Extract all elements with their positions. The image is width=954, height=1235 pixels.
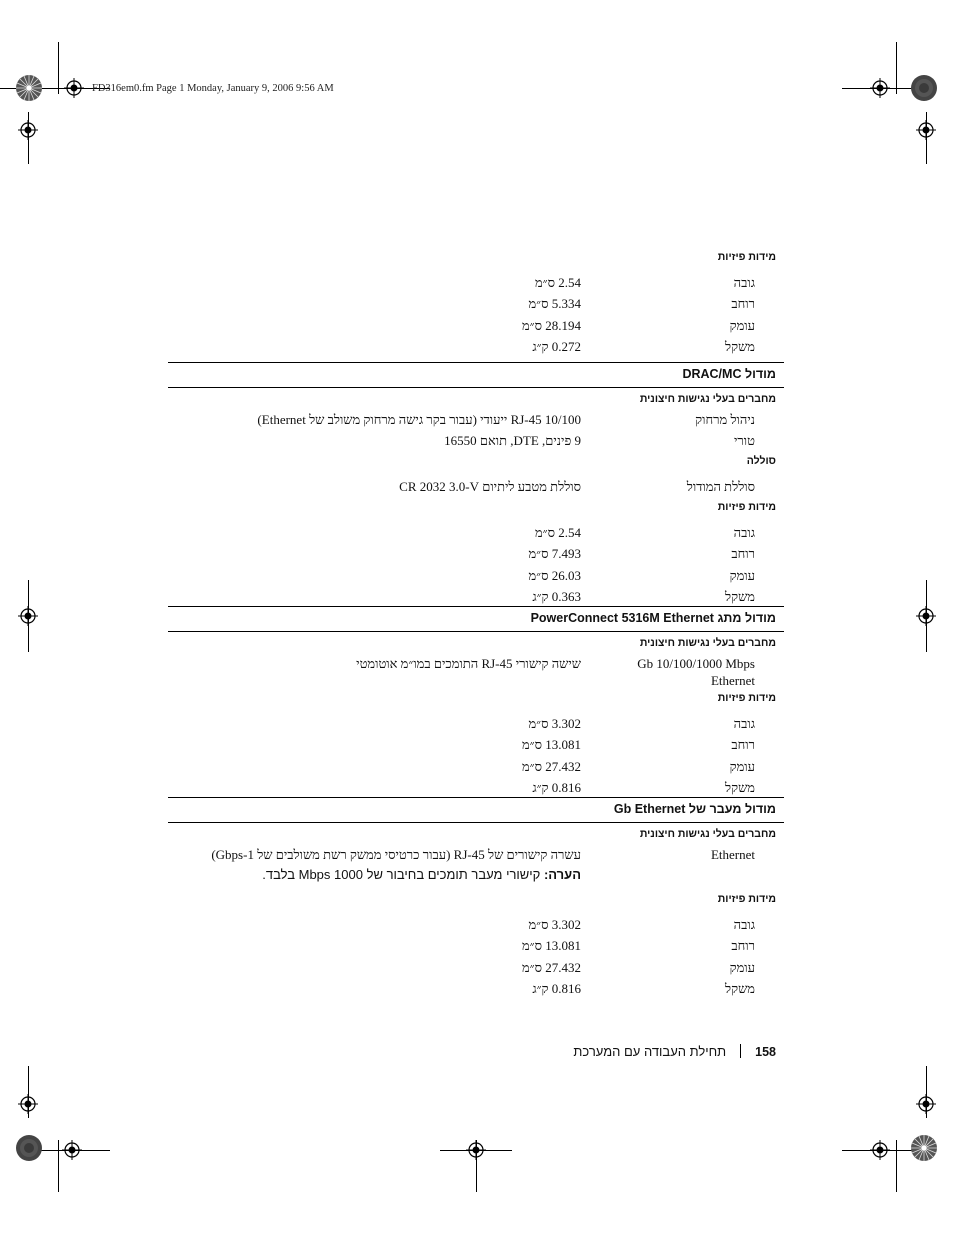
- table-row: [0, 655, 954, 673]
- table-row: [0, 524, 954, 542]
- section-subheading: מידות פיזיות: [717, 692, 776, 704]
- file-header: FD316em0.fm Page 1 Monday, January 9, 2006 9:56 AM: [92, 83, 334, 94]
- table-row: [0, 567, 954, 585]
- table-row: [0, 295, 954, 313]
- footer-separator: [740, 1044, 741, 1058]
- table-row: [0, 545, 954, 563]
- row-value: 0.816 ק״ג: [532, 981, 581, 996]
- table-row: [0, 274, 954, 292]
- section-heading: מודול DRAC/MC: [682, 367, 776, 381]
- table-row: [0, 959, 954, 977]
- row-value: 2.54 ס״מ: [534, 275, 581, 290]
- row-label: עומק: [729, 960, 755, 975]
- crop-mark: [896, 42, 897, 94]
- connector-value-line: עשרה קישורים של RJ-45 (עבור כרטיסי ממשק רשת משולבים של 1-Gbps): [211, 847, 581, 862]
- row-label: גובה: [733, 716, 755, 731]
- footer-title: תחילת העבודה עם המערכת: [573, 1044, 727, 1059]
- row-value: 13.081 ס״מ: [521, 737, 581, 752]
- section-subheading: מחברים בעלי נגישות חיצונית: [639, 637, 776, 649]
- registration-mark-icon: [466, 1140, 486, 1160]
- note-label: הערה:: [543, 867, 581, 882]
- divider: [168, 362, 784, 363]
- row-value: 3.302 ס״מ: [528, 917, 581, 932]
- crop-mark: [896, 1140, 897, 1192]
- row-value: 27.432 ס״מ: [521, 759, 581, 774]
- page-footer: [573, 1044, 776, 1059]
- row-label: רוחב: [731, 296, 755, 311]
- row-value: 10/100 RJ-45 ייעודי (עבור בקר גישה מרחוק משולב של Ethernet): [257, 412, 581, 427]
- row-value: 26.03 ס״מ: [528, 568, 581, 583]
- row-value: 7.493 ס״מ: [528, 546, 581, 561]
- table-row: [0, 916, 954, 934]
- row-value: 27.432 ס״מ: [521, 960, 581, 975]
- row-value: 0.816 ק״ג: [532, 780, 581, 795]
- registration-mark-icon: [18, 120, 38, 140]
- section-subheading: מידות פיזיות: [717, 251, 776, 263]
- row-label: גובה: [733, 917, 755, 932]
- row-label: רוחב: [731, 546, 755, 561]
- table-row: [0, 411, 954, 429]
- table-row: [0, 980, 954, 998]
- table-row: [0, 588, 954, 606]
- row-value: 13.081 ס״מ: [521, 938, 581, 953]
- section-subheading: מידות פיזיות: [717, 893, 776, 905]
- row-label: עומק: [729, 568, 755, 583]
- row-label: משקל: [725, 339, 755, 354]
- table-row: [0, 758, 954, 776]
- divider: [168, 387, 784, 388]
- note-text: קישורי מעבר תומכים בחיבור של 1000 Mbps בלבד.: [262, 867, 541, 882]
- registration-mark-icon: [18, 606, 38, 626]
- row-value: 3.302 ס״מ: [528, 716, 581, 731]
- row-label: סוללת המודול: [686, 479, 755, 494]
- section-subheading: סוללה: [746, 455, 776, 467]
- row-label: גובה: [733, 275, 755, 290]
- registration-mark-icon: [870, 1140, 890, 1160]
- page-number: 158: [755, 1045, 776, 1059]
- table-row: [0, 478, 954, 496]
- table-row: [0, 736, 954, 754]
- row-label: עומק: [729, 318, 755, 333]
- section-subheading: מחברים בעלי נגישות חיצונית: [639, 828, 776, 840]
- divider: [168, 606, 784, 607]
- registration-mark-icon: [870, 78, 890, 98]
- row-label: רוחב: [731, 737, 755, 752]
- row-value: 28.194 ס״מ: [521, 318, 581, 333]
- divider: [168, 822, 784, 823]
- registration-mark-icon: [62, 1140, 82, 1160]
- star-target-icon: [15, 74, 43, 102]
- row-label: משקל: [725, 780, 755, 795]
- divider: [168, 631, 784, 632]
- registration-mark-icon: [916, 1094, 936, 1114]
- row-label: משקל: [725, 981, 755, 996]
- connector-label-line: Ethernet: [710, 673, 755, 688]
- registration-mark-icon: [916, 606, 936, 626]
- connector-value: [211, 845, 581, 885]
- table-row: [0, 338, 954, 356]
- note: [211, 865, 581, 885]
- row-label: ניהול מרחוק: [695, 412, 755, 427]
- table-row: [0, 937, 954, 955]
- row-label: עומק: [729, 759, 755, 774]
- row-value: 2.54 ס״מ: [534, 525, 581, 540]
- table-row: [0, 715, 954, 733]
- connector-label-line: Gb 10/100/1000 Mbps: [637, 656, 755, 671]
- row-value: 0.272 ק״ג: [532, 339, 581, 354]
- registration-mark-icon: [18, 1094, 38, 1114]
- section-heading: מודול מעבר של Gb Ethernet: [613, 802, 776, 816]
- section-subheading: מידות פיזיות: [717, 501, 776, 513]
- row-value: 0.363 ק״ג: [532, 589, 581, 604]
- section-heading: מודול מתג PowerConnect 5316M Ethernet: [530, 611, 776, 625]
- table-row: [0, 317, 954, 335]
- row-label: טורי: [734, 433, 755, 448]
- row-value: 9 פינים, DTE, תואם 16550: [444, 433, 581, 448]
- star-target-icon: [910, 1134, 938, 1162]
- table-row: [0, 432, 954, 450]
- crop-mark: [58, 1140, 59, 1192]
- star-target-icon: [15, 1134, 43, 1162]
- star-target-icon: [910, 74, 938, 102]
- row-value: 5.334 ס״מ: [528, 296, 581, 311]
- row-label: גובה: [733, 525, 755, 540]
- row-label: Ethernet: [710, 847, 755, 862]
- row-value: שישה קישורי RJ-45 התומכים במו״מ אוטומטי: [356, 656, 581, 671]
- row-value: סוללת מטבע ליתיום CR 2032 3.0-V: [399, 479, 581, 494]
- section-subheading: מחברים בעלי נגישות חיצונית: [639, 393, 776, 405]
- crop-mark: [58, 42, 59, 94]
- divider: [168, 797, 784, 798]
- row-label: רוחב: [731, 938, 755, 953]
- table-row: [0, 779, 954, 797]
- registration-mark-icon: [916, 120, 936, 140]
- row-label: משקל: [725, 589, 755, 604]
- registration-mark-icon: [64, 78, 84, 98]
